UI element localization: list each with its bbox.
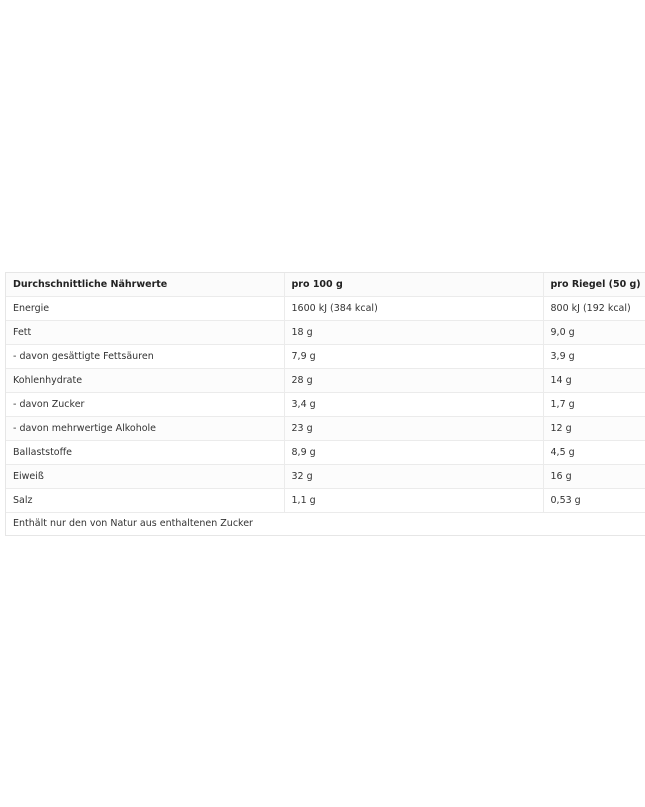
value-per-100g: 7,9 g (284, 345, 543, 369)
value-per-100g: 1,1 g (284, 489, 543, 513)
table-row (6, 417, 645, 441)
value-per-bar: 14 g (543, 369, 645, 393)
footnote-row (6, 513, 645, 536)
table-row (6, 441, 645, 465)
table-header-row (6, 273, 645, 297)
value-per-bar: 4,5 g (543, 441, 645, 465)
value-per-bar: 12 g (543, 417, 645, 441)
nutrient-name: Energie (6, 297, 284, 321)
value-per-bar: 3,9 g (543, 345, 645, 369)
table-row (6, 345, 645, 369)
value-per-100g: 18 g (284, 321, 543, 345)
header-per-bar: pro Riegel (50 g) (543, 273, 645, 297)
table-row (6, 297, 645, 321)
value-per-bar: 1,7 g (543, 393, 645, 417)
nutrient-name: Salz (6, 489, 284, 513)
table-footnote: Enthält nur den von Natur aus enthaltenen Zucker (6, 513, 645, 536)
value-per-bar: 800 kJ (192 kcal) (543, 297, 645, 321)
table-row (6, 465, 645, 489)
table-row (6, 321, 645, 345)
nutrient-name: Eiweiß (6, 465, 284, 489)
value-per-100g: 23 g (284, 417, 543, 441)
value-per-100g: 32 g (284, 465, 543, 489)
nutrition-table-container (5, 272, 645, 536)
value-per-bar: 16 g (543, 465, 645, 489)
nutrient-name: Kohlenhydrate (6, 369, 284, 393)
value-per-100g: 28 g (284, 369, 543, 393)
header-per-100g: pro 100 g (284, 273, 543, 297)
nutrient-name: Fett (6, 321, 284, 345)
table-row (6, 393, 645, 417)
nutrient-name: Ballaststoffe (6, 441, 284, 465)
value-per-bar: 9,0 g (543, 321, 645, 345)
nutrition-table (6, 273, 645, 535)
header-nutrient: Durchschnittliche Nährwerte (6, 273, 284, 297)
value-per-100g: 1600 kJ (384 kcal) (284, 297, 543, 321)
value-per-bar: 0,53 g (543, 489, 645, 513)
table-row (6, 369, 645, 393)
table-row (6, 489, 645, 513)
nutrient-name: - davon gesättigte Fettsäuren (6, 345, 284, 369)
nutrient-name: - davon mehrwertige Alkohole (6, 417, 284, 441)
value-per-100g: 8,9 g (284, 441, 543, 465)
value-per-100g: 3,4 g (284, 393, 543, 417)
nutrient-name: - davon Zucker (6, 393, 284, 417)
